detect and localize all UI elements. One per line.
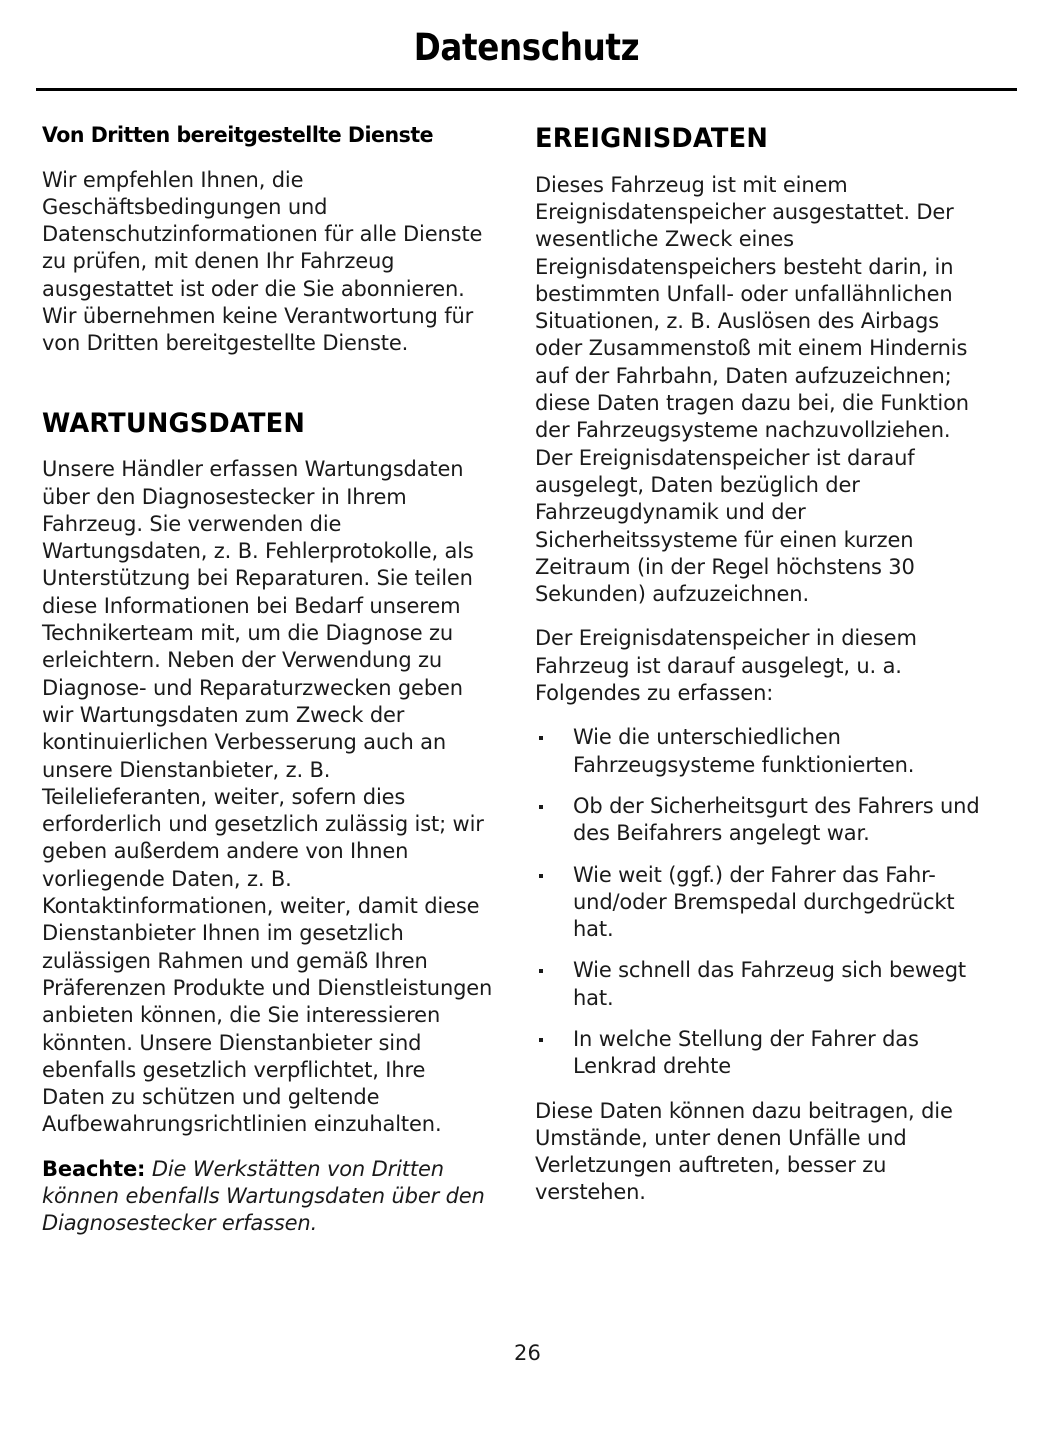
list-item-label: Wie schnell das Fahrzeug sich bewegt hat. (573, 958, 966, 1010)
bullet-icon (539, 1038, 543, 1042)
page-title: Datenschutz (413, 26, 640, 69)
bullet-icon (539, 969, 543, 973)
list-item (535, 1026, 987, 1081)
paragraph-third-party-services: Wir empfehlen Ihnen, die Geschäftsbedingungen und Datenschutzinformationen für alle Dienste zu prüfen, mit denen Ihr Fahrzeug ausgestattet ist oder die Sie abonnieren. Wir übernehmen keine Verantwortung für von Dritten bereitgestellte Dienste. (42, 167, 483, 356)
right-column (535, 124, 987, 1207)
section-heading-ereignisdaten: EREIGNISDATEN (535, 123, 768, 154)
section-spacer (42, 375, 494, 409)
section-heading-wartungsdaten: WARTUNGSDATEN (42, 407, 306, 439)
list-item (535, 793, 987, 848)
bullet-icon (539, 874, 543, 878)
header-divider (36, 88, 1017, 91)
list-item-label: Ob der Sicherheitsgurt des Fahrers und des Beifahrers angelegt war. (573, 793, 980, 846)
paragraph-ereignisdaten-1: Dieses Fahrzeug ist mit einem Ereignisdatenspeicher ausgestattet. Der wesentliche Zweck eines Ereignisdatenspeichers besteht darin, in bestimmten Unfall- oder unfallähnlichen Situationen, z. B. Auslösen des Airbags oder Zusammenstoß mit einem Hindernis auf der Fahrbahn, Daten aufzuzeichnen; diese Daten tragen dazu bei, die Funktion der Fahrzeugsysteme nachzuvollziehen. Der Ereignisdatenspeicher ist darauf ausgelegt, Daten bezüglich der Fahrzeugdynamik und der Sicherheitssysteme für einen kurzen Zeitraum (in der Regel höchstens 30 Sekunden) aufzuzeichnen. (535, 172, 969, 607)
list-item-label: Wie weit (ggf.) der Fahrer das Fahr- und/oder Bremspedal durchgedrückt hat. (573, 862, 955, 942)
list-item (535, 724, 987, 779)
paragraph-wartungsdaten: Unsere Händler erfassen Wartungsdaten über den Diagnosestecker in Ihrem Fahrzeug. Sie verwenden die Wartungsdaten, z. B. Fehlerprotokolle, als Unterstützung bei Reparaturen. Sie teilen diese Informationen bei Bedarf unserem Technikerteam mit, um die Diagnose zu erleichtern. Neben der Verwendung zu Diagnose- und Reparaturzwecken geben wir Wartungsdaten zum Zweck der kontinuierlichen Verbesserung auch an unsere Dienstanbieter, z. B. Teilelieferanten, weiter, sofern dies erforderlich und gesetzlich zulässig ist; wir geben außerdem andere von Ihnen vorliegende Daten, z. B. Kontaktinformationen, weiter, damit diese Dienstanbieter Ihnen im gesetzlich zulässigen Rahmen und gemäß Ihren Präferenzen Produkte und Dienstleistungen anbieten können, die Sie interessieren könnten. Unsere Dienstanbieter sind ebenfalls gesetzlich verpflichtet, Ihre Daten zu schützen und geltende Aufbewahrungsrichtlinien einzuhalten. (42, 457, 493, 1137)
bullet-icon (539, 805, 543, 809)
paragraph-ereignisdaten-2: Der Ereignisdatenspeicher in diesem Fahrzeug ist darauf ausgelegt, u. a. Folgendes zu erfassen: (535, 626, 917, 706)
bullet-icon (539, 736, 543, 740)
note-label: Beachte: (42, 1156, 146, 1181)
event-data-list (535, 724, 987, 1080)
list-item (535, 957, 987, 1012)
paragraph-ereignisdaten-3: Diese Daten können dazu beitragen, die Umstände, unter denen Unfälle und Verletzungen auftreten, besser zu verstehen. (535, 1098, 953, 1205)
left-column (42, 124, 494, 1238)
list-item-label: Wie die unterschiedlichen Fahrzeugsysteme funktionierten. (573, 725, 915, 777)
subheading-third-party-services: Von Dritten bereitgestellte Dienste (42, 123, 434, 148)
page-footer (0, 1343, 1055, 1364)
list-item-label: In welche Stellung der Fahrer das Lenkrad drehte (573, 1027, 919, 1079)
page-header (36, 28, 1017, 68)
page-number: 26 (513, 1341, 542, 1365)
note-text: Die Werkstätten von Dritten können ebenfalls Wartungsdaten über den Diagnosestecker erfassen. (42, 1156, 485, 1236)
list-item (535, 862, 987, 944)
note-beachte (42, 1156, 494, 1238)
